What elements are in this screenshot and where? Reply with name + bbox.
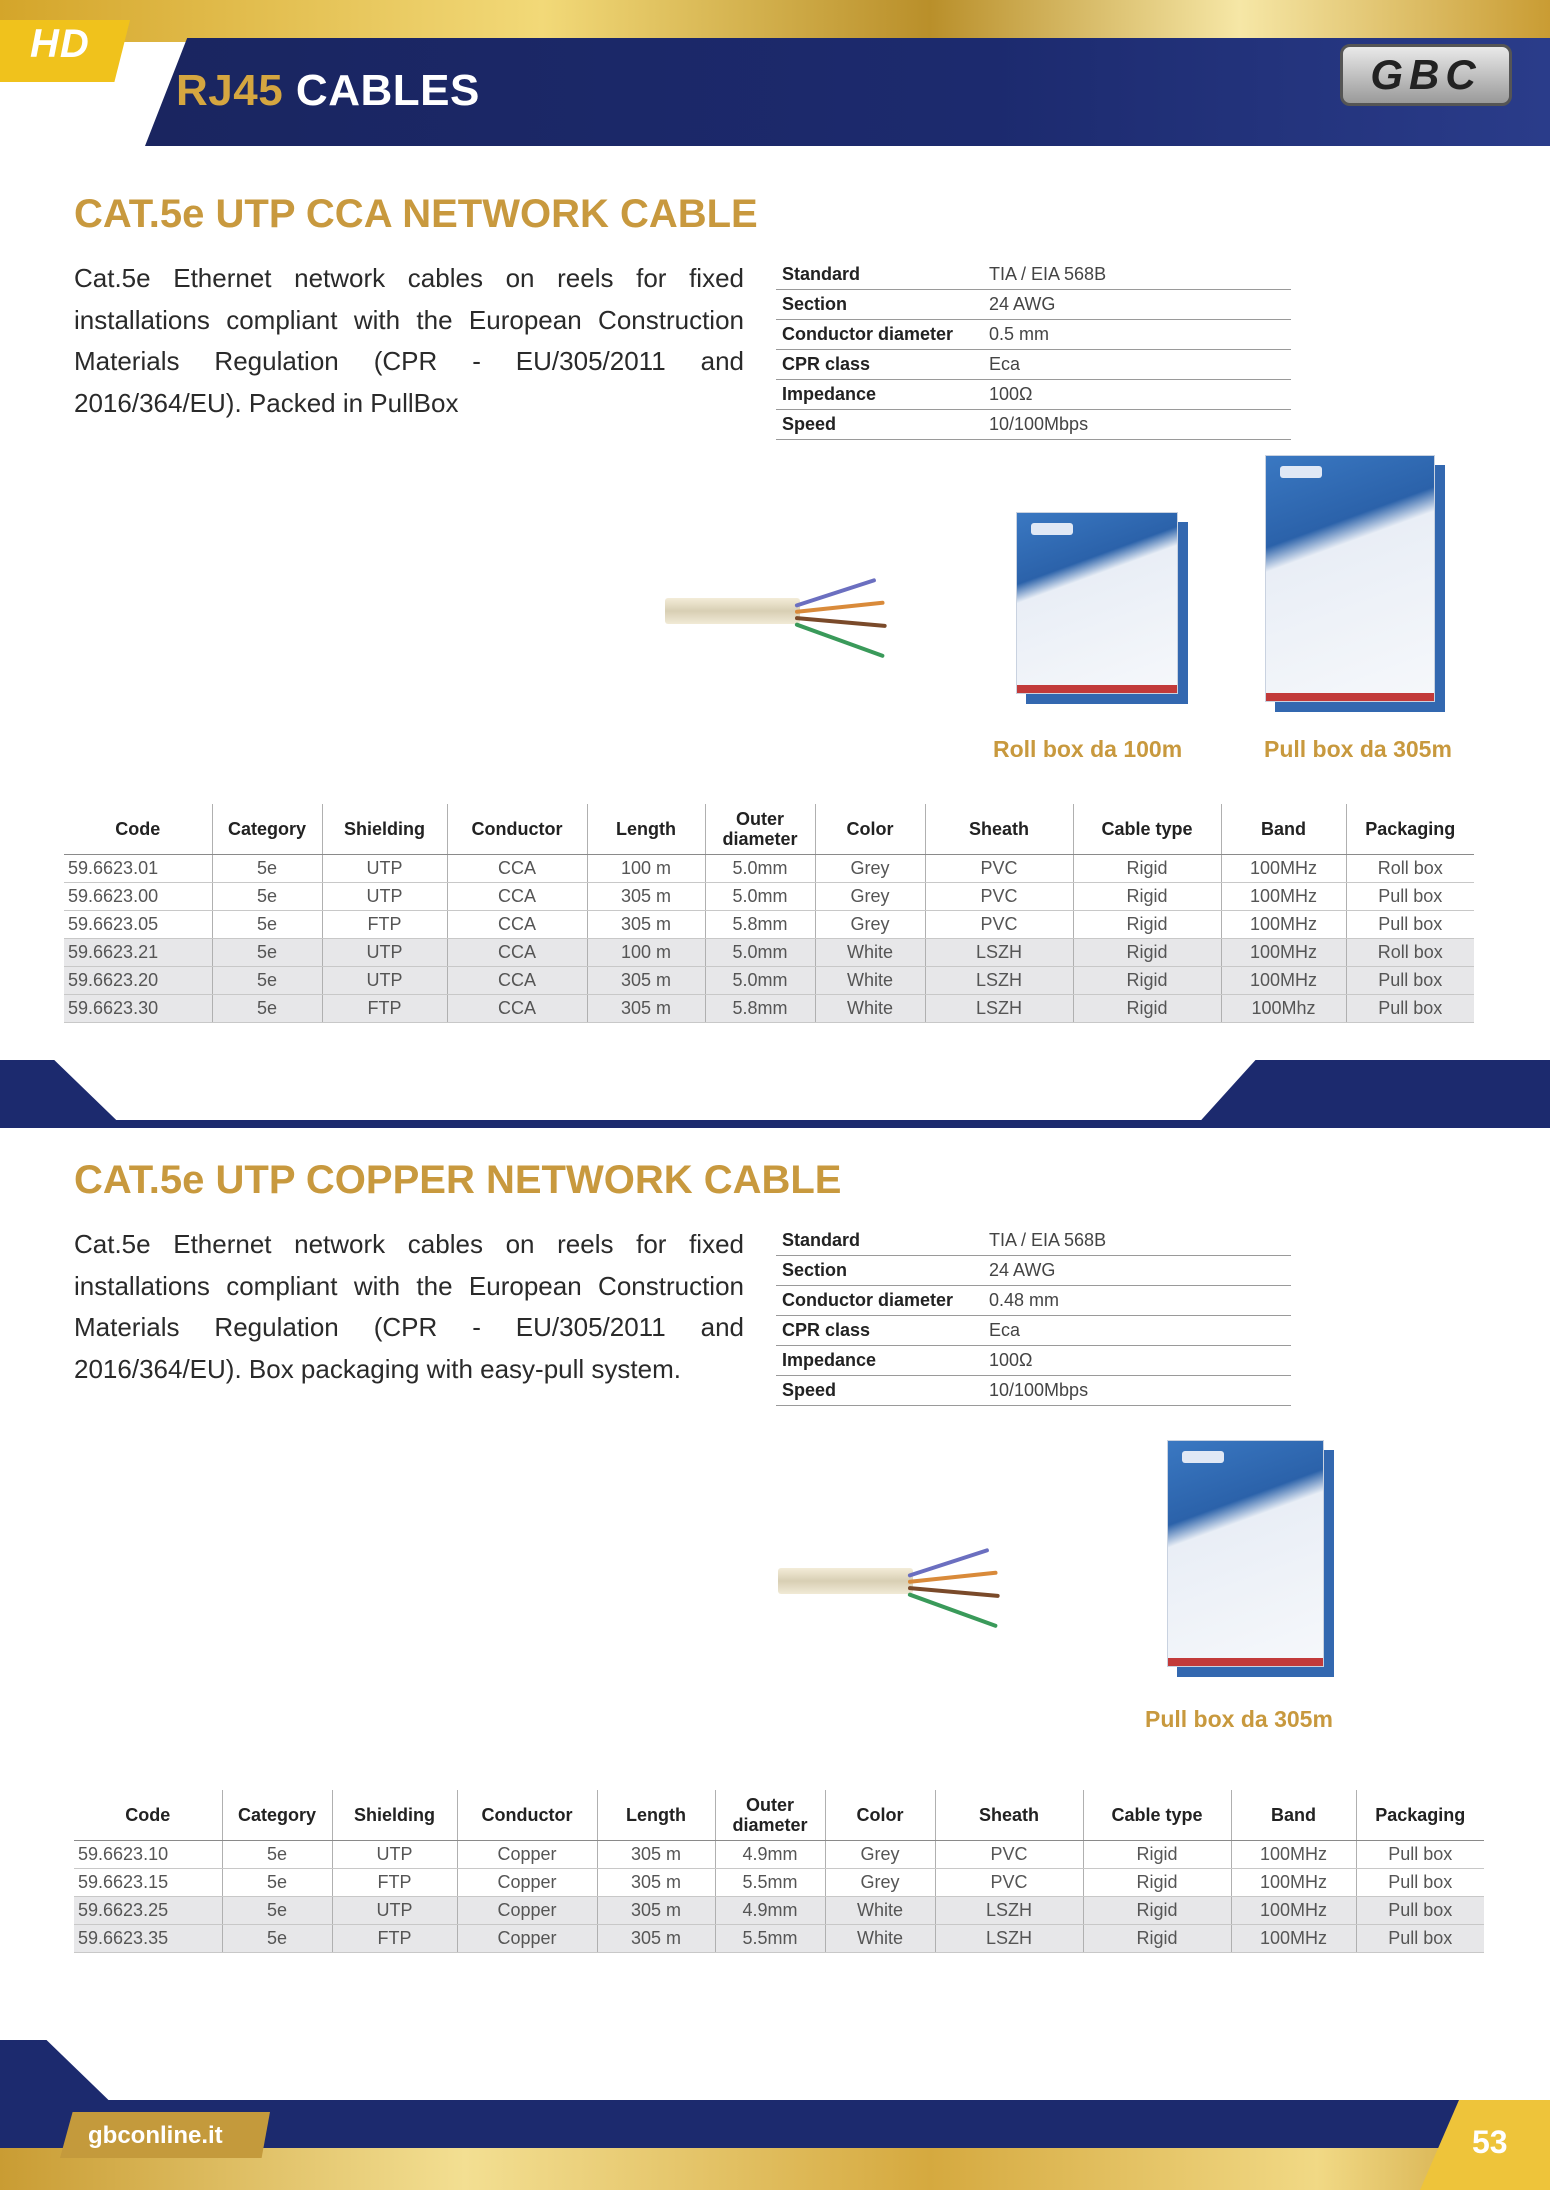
spec-value: 10/100Mbps bbox=[983, 410, 1291, 440]
table-cell: 59.6623.15 bbox=[74, 1869, 222, 1897]
table-cell: 305 m bbox=[587, 883, 705, 911]
table-cell: Copper bbox=[457, 1869, 597, 1897]
table-cell: Pull box bbox=[1346, 995, 1474, 1023]
column-header: Outer diameter bbox=[715, 1790, 825, 1841]
table-cell: UTP bbox=[322, 939, 447, 967]
table-cell: 5.0mm bbox=[705, 883, 815, 911]
column-header: Length bbox=[587, 804, 705, 855]
table-header-row bbox=[74, 1790, 1484, 1841]
spec-value: 24 AWG bbox=[983, 1256, 1291, 1286]
caption-pull-box: Pull box da 305m bbox=[1264, 736, 1452, 762]
table-cell: FTP bbox=[322, 911, 447, 939]
spec-row bbox=[776, 290, 1291, 320]
column-header: Cable type bbox=[1073, 804, 1221, 855]
section2-description: Cat.5e Ethernet network cables on reels for fixed installations compliant with the European Construction Materials Regulation (CPR - EU/305/2011 and 2016/364/EU). Box packaging with easy-pull system. bbox=[74, 1229, 744, 1384]
table-cell: White bbox=[825, 1897, 935, 1925]
footer-url[interactable]: gbconline.it bbox=[88, 2122, 223, 2149]
table-cell: Pull box bbox=[1356, 1841, 1484, 1869]
column-header: Band bbox=[1221, 804, 1346, 855]
table-cell: Rigid bbox=[1073, 855, 1221, 883]
table-cell: 59.6623.30 bbox=[64, 995, 212, 1023]
table-header-row bbox=[64, 804, 1474, 855]
table-row bbox=[74, 1897, 1484, 1925]
table-cell: UTP bbox=[322, 967, 447, 995]
section1-spec-table bbox=[776, 260, 1291, 440]
column-header: Cable type bbox=[1083, 1790, 1231, 1841]
section1-title: CAT.5e UTP CCA NETWORK CABLE bbox=[74, 192, 758, 236]
table-cell: UTP bbox=[322, 855, 447, 883]
table-cell: 305 m bbox=[587, 995, 705, 1023]
table-cell: CCA bbox=[447, 995, 587, 1023]
table-cell: PVC bbox=[925, 855, 1073, 883]
header-gold-band bbox=[0, 0, 1550, 42]
table-cell: 59.6623.20 bbox=[64, 967, 212, 995]
table-cell: 305 m bbox=[587, 911, 705, 939]
page-title-accent: RJ45 bbox=[176, 66, 284, 115]
spec-label: Impedance bbox=[776, 380, 983, 410]
table-cell: UTP bbox=[332, 1897, 457, 1925]
spec-row bbox=[776, 1346, 1291, 1376]
table-row bbox=[64, 967, 1474, 995]
table-cell: FTP bbox=[332, 1869, 457, 1897]
column-header: Category bbox=[222, 1790, 332, 1841]
table-cell: White bbox=[815, 967, 925, 995]
column-header: Conductor bbox=[457, 1790, 597, 1841]
table-cell: PVC bbox=[935, 1869, 1083, 1897]
table-cell: Pull box bbox=[1346, 883, 1474, 911]
column-header: Shielding bbox=[322, 804, 447, 855]
table-cell: PVC bbox=[925, 883, 1073, 911]
table-cell: Copper bbox=[457, 1897, 597, 1925]
table-row bbox=[64, 911, 1474, 939]
column-header: Shielding bbox=[332, 1790, 457, 1841]
spec-value: 10/100Mbps bbox=[983, 1376, 1291, 1406]
table-cell: Grey bbox=[815, 911, 925, 939]
table-cell: LSZH bbox=[935, 1925, 1083, 1953]
spec-row bbox=[776, 380, 1291, 410]
spec-row bbox=[776, 1226, 1291, 1256]
table-cell: CCA bbox=[447, 939, 587, 967]
table-row bbox=[64, 939, 1474, 967]
table-cell: 5.0mm bbox=[705, 855, 815, 883]
spec-label: Speed bbox=[776, 1376, 983, 1406]
table-cell: 4.9mm bbox=[715, 1841, 825, 1869]
table-cell: 100MHz bbox=[1231, 1841, 1356, 1869]
table-cell: 100MHz bbox=[1221, 939, 1346, 967]
pull-box-illustration bbox=[1167, 1440, 1324, 1667]
table-body bbox=[74, 1841, 1484, 1953]
table-cell: 100MHz bbox=[1231, 1869, 1356, 1897]
spec-label: Standard bbox=[776, 260, 983, 290]
table-row bbox=[74, 1869, 1484, 1897]
spec-value: 100Ω bbox=[983, 380, 1291, 410]
column-header: Sheath bbox=[925, 804, 1073, 855]
table-cell: 305 m bbox=[597, 1925, 715, 1953]
spec-row bbox=[776, 410, 1291, 440]
table-cell: Rigid bbox=[1073, 911, 1221, 939]
gbc-logo: GBC bbox=[1340, 44, 1512, 106]
table-cell: 59.6623.05 bbox=[64, 911, 212, 939]
table-cell: LSZH bbox=[925, 939, 1073, 967]
table-row bbox=[64, 855, 1474, 883]
table-cell: 5.5mm bbox=[715, 1869, 825, 1897]
page-title bbox=[176, 66, 480, 116]
spec-label: Speed bbox=[776, 410, 983, 440]
table-cell: CCA bbox=[447, 883, 587, 911]
column-header: Packaging bbox=[1346, 804, 1474, 855]
spec-value: TIA / EIA 568B bbox=[983, 260, 1291, 290]
cable-illustration bbox=[778, 1530, 1018, 1640]
spec-row bbox=[776, 1286, 1291, 1316]
table-cell: Grey bbox=[815, 855, 925, 883]
section2-spec-table bbox=[776, 1226, 1291, 1406]
table-cell: Grey bbox=[815, 883, 925, 911]
table-cell: 100Mhz bbox=[1221, 995, 1346, 1023]
roll-box-illustration bbox=[1016, 512, 1178, 694]
table-cell: LSZH bbox=[935, 1897, 1083, 1925]
spec-value: Eca bbox=[983, 1316, 1291, 1346]
spec-row bbox=[776, 350, 1291, 380]
table-cell: CCA bbox=[447, 855, 587, 883]
table-cell: 59.6623.10 bbox=[74, 1841, 222, 1869]
column-header: Category bbox=[212, 804, 322, 855]
table-cell: Pull box bbox=[1346, 911, 1474, 939]
table-cell: Copper bbox=[457, 1841, 597, 1869]
table-cell: Rigid bbox=[1083, 1841, 1231, 1869]
table-cell: White bbox=[815, 939, 925, 967]
table-cell: 5e bbox=[212, 855, 322, 883]
column-header: Conductor bbox=[447, 804, 587, 855]
table-cell: 100MHz bbox=[1231, 1897, 1356, 1925]
table-cell: Rigid bbox=[1073, 883, 1221, 911]
column-header: Code bbox=[74, 1790, 222, 1841]
table-cell: FTP bbox=[322, 995, 447, 1023]
table-cell: Pull box bbox=[1356, 1925, 1484, 1953]
table-cell: 5.0mm bbox=[705, 967, 815, 995]
column-header: Color bbox=[825, 1790, 935, 1841]
spec-value: 100Ω bbox=[983, 1346, 1291, 1376]
table-cell: Pull box bbox=[1356, 1869, 1484, 1897]
table-cell: Grey bbox=[825, 1869, 935, 1897]
spec-label: Conductor diameter bbox=[776, 320, 983, 350]
table-cell: 5.8mm bbox=[705, 911, 815, 939]
spec-label: Standard bbox=[776, 1226, 983, 1256]
table-cell: Rigid bbox=[1073, 939, 1221, 967]
table-cell: LSZH bbox=[925, 995, 1073, 1023]
spec-row bbox=[776, 260, 1291, 290]
table-cell: 5e bbox=[212, 967, 322, 995]
spec-label: Impedance bbox=[776, 1346, 983, 1376]
spec-label: Section bbox=[776, 1256, 983, 1286]
table-cell: 5e bbox=[212, 939, 322, 967]
section2-product-table bbox=[74, 1790, 1484, 1953]
table-row bbox=[64, 995, 1474, 1023]
table-cell: Pull box bbox=[1346, 967, 1474, 995]
cable-illustration bbox=[665, 560, 905, 670]
spec-row bbox=[776, 1316, 1291, 1346]
table-row bbox=[64, 883, 1474, 911]
table-cell: Rigid bbox=[1073, 967, 1221, 995]
table-cell: 59.6623.01 bbox=[64, 855, 212, 883]
table-cell: 59.6623.25 bbox=[74, 1897, 222, 1925]
spec-value: 0.48 mm bbox=[983, 1286, 1291, 1316]
spec-row bbox=[776, 1376, 1291, 1406]
table-cell: 100 m bbox=[587, 939, 705, 967]
table-cell: White bbox=[815, 995, 925, 1023]
table-cell: UTP bbox=[332, 1841, 457, 1869]
table-cell: FTP bbox=[332, 1925, 457, 1953]
section2-title: CAT.5e UTP COPPER NETWORK CABLE bbox=[74, 1158, 842, 1202]
table-cell: 5.8mm bbox=[705, 995, 815, 1023]
table-row bbox=[74, 1925, 1484, 1953]
table-body bbox=[64, 855, 1474, 1023]
column-header: Color bbox=[815, 804, 925, 855]
table-cell: 59.6623.00 bbox=[64, 883, 212, 911]
spec-value: 0.5 mm bbox=[983, 320, 1291, 350]
caption-roll-box: Roll box da 100m bbox=[993, 736, 1183, 762]
spec-body bbox=[776, 260, 1291, 440]
column-header: Band bbox=[1231, 1790, 1356, 1841]
section1-product-table bbox=[64, 804, 1474, 1023]
column-header: Length bbox=[597, 1790, 715, 1841]
table-cell: 5e bbox=[222, 1925, 332, 1953]
table-cell: Rigid bbox=[1083, 1925, 1231, 1953]
table-cell: 5e bbox=[212, 883, 322, 911]
table-cell: 59.6623.21 bbox=[64, 939, 212, 967]
table-cell: PVC bbox=[925, 911, 1073, 939]
table-cell: 4.9mm bbox=[715, 1897, 825, 1925]
table-cell: 5e bbox=[212, 911, 322, 939]
table-cell: 100MHz bbox=[1231, 1925, 1356, 1953]
page-title-rest: CABLES bbox=[295, 66, 480, 115]
spec-row bbox=[776, 1256, 1291, 1286]
spec-value: TIA / EIA 568B bbox=[983, 1226, 1291, 1256]
column-header: Sheath bbox=[935, 1790, 1083, 1841]
table-cell: White bbox=[825, 1925, 935, 1953]
hd-badge-text: HD bbox=[30, 22, 90, 66]
table-cell: Rigid bbox=[1083, 1869, 1231, 1897]
table-cell: CCA bbox=[447, 967, 587, 995]
table-cell: 5e bbox=[222, 1869, 332, 1897]
column-header: Outer diameter bbox=[705, 804, 815, 855]
spec-label: Section bbox=[776, 290, 983, 320]
spec-row bbox=[776, 320, 1291, 350]
table-cell: Rigid bbox=[1073, 995, 1221, 1023]
table-cell: Copper bbox=[457, 1925, 597, 1953]
table-cell: UTP bbox=[322, 883, 447, 911]
column-header: Code bbox=[64, 804, 212, 855]
table-cell: 5e bbox=[222, 1841, 332, 1869]
table-cell: LSZH bbox=[925, 967, 1073, 995]
spec-body bbox=[776, 1226, 1291, 1406]
page-number: 53 bbox=[1472, 2124, 1508, 2160]
table-cell: 305 m bbox=[597, 1897, 715, 1925]
table-cell: 100MHz bbox=[1221, 911, 1346, 939]
table-cell: 100MHz bbox=[1221, 855, 1346, 883]
table-cell: CCA bbox=[447, 911, 587, 939]
table-cell: 59.6623.35 bbox=[74, 1925, 222, 1953]
table-cell: 5.0mm bbox=[705, 939, 815, 967]
pull-box-illustration bbox=[1265, 455, 1435, 702]
table-cell: 100MHz bbox=[1221, 967, 1346, 995]
footer-cutout bbox=[0, 2040, 1550, 2100]
column-header: Packaging bbox=[1356, 1790, 1484, 1841]
spec-value: 24 AWG bbox=[983, 290, 1291, 320]
table-cell: Pull box bbox=[1356, 1897, 1484, 1925]
table-cell: Roll box bbox=[1346, 939, 1474, 967]
table-cell: 305 m bbox=[597, 1869, 715, 1897]
caption-pull-box: Pull box da 305m bbox=[1145, 1706, 1333, 1732]
spec-label: CPR class bbox=[776, 1316, 983, 1346]
table-cell: Roll box bbox=[1346, 855, 1474, 883]
table-cell: 305 m bbox=[597, 1841, 715, 1869]
table-cell: Grey bbox=[825, 1841, 935, 1869]
table-cell: 100MHz bbox=[1221, 883, 1346, 911]
table-cell: Rigid bbox=[1083, 1897, 1231, 1925]
table-cell: PVC bbox=[935, 1841, 1083, 1869]
section1-description: Cat.5e Ethernet network cables on reels for fixed installations compliant with the European Construction Materials Regulation (CPR - EU/305/2011 and 2016/364/EU). Packed in PullBox bbox=[74, 263, 744, 418]
spec-label: Conductor diameter bbox=[776, 1286, 983, 1316]
table-cell: 305 m bbox=[587, 967, 705, 995]
spec-label: CPR class bbox=[776, 350, 983, 380]
table-cell: 5e bbox=[212, 995, 322, 1023]
table-cell: 5.5mm bbox=[715, 1925, 825, 1953]
table-cell: 100 m bbox=[587, 855, 705, 883]
spec-value: Eca bbox=[983, 350, 1291, 380]
table-cell: 5e bbox=[222, 1897, 332, 1925]
table-row bbox=[74, 1841, 1484, 1869]
